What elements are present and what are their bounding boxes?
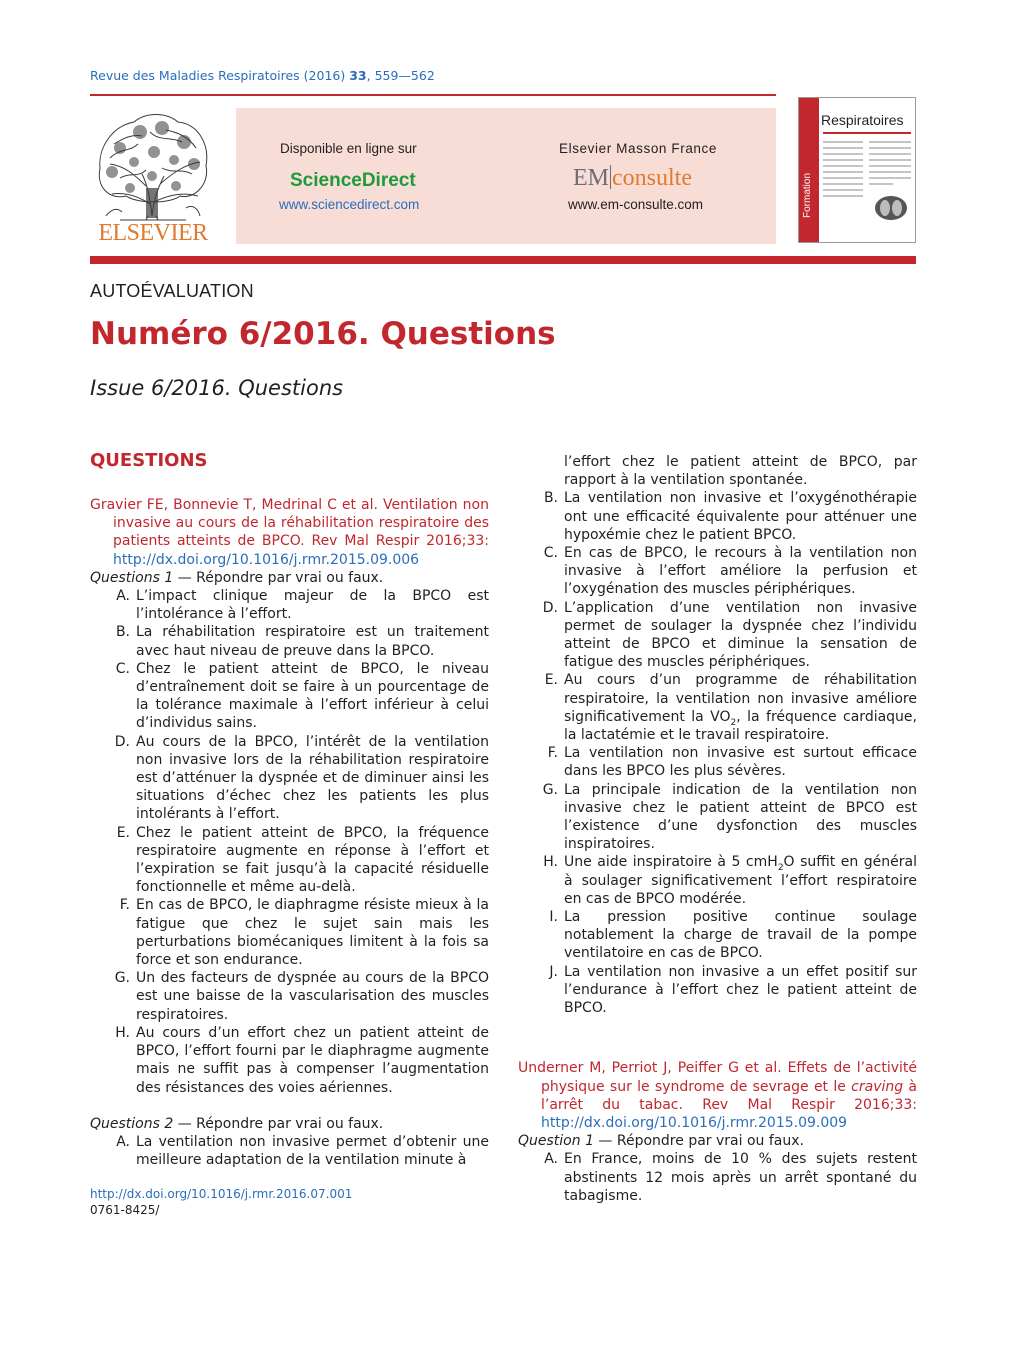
list-item [518, 489, 917, 544]
item-text: Une aide inspiratoire à 5 cmH [564, 854, 778, 871]
list-item [518, 853, 917, 908]
left-column [90, 450, 489, 1169]
item-text: Chez le patient atteint de BPCO, le niveau d’entraînement doit se faire à un pourcentage de la tolérance maximale à l’effort inférieur à celui d’individus sains. [136, 660, 489, 732]
item-text: La ventilation non invasive et l’oxygénothérapie ont une efficacité équivalente pour atténuer une hypoxémie chez le patient BPCO. [564, 490, 917, 543]
item-letter: A. [116, 1133, 130, 1150]
item-text: En cas de BPCO, le recours à la ventilation non invasive à l’effort améliore la perfusion et l’oxygénation des muscles périphériques. [564, 545, 917, 598]
item-text: , la fréquence cardiaque, la lactatémie et le travail respiratoire. [564, 708, 917, 744]
question-2-item-h [518, 853, 917, 908]
question-2-item-e [518, 671, 917, 744]
item-letter: F. [119, 897, 130, 914]
item-text: l’effort chez le patient atteint de BPCO, par rapport à la ventilation spontanée. [564, 454, 917, 489]
question-2-label: Questions 2 [90, 1115, 174, 1132]
reference-2 [518, 1059, 917, 1132]
list-item [90, 824, 489, 897]
article-subtitle: Issue 6/2016. Questions [90, 376, 344, 400]
item-letter: C. [543, 545, 558, 562]
item-letter: I. [549, 909, 558, 926]
questions-heading: QUESTIONS [90, 450, 208, 471]
question-2-prompt [90, 1115, 489, 1133]
header-divider [90, 256, 916, 264]
item-letter: H. [115, 1024, 130, 1041]
item-text: La ventilation non invasive est surtout efficace dans les BPCO les plus sévères. [564, 745, 917, 780]
reference-1-text: Gravier FE, Bonnevie T, Medrinal C et al. Ventilation non invasive au cours de la réhabilitation respiratoire des patients atteints de BPCO. Rev Mal Respir 2016;33: [90, 497, 489, 550]
question-2-instruction: — Répondre par vrai ou faux. [173, 1115, 384, 1132]
question-1b-items [518, 1150, 917, 1205]
cover-title: Respiratoires [821, 112, 904, 128]
item-text: Au cours d’un effort chez un patient atteint de BPCO, l’effort fourni par le diaphragme augmente mais ne suffit pas à compenser l’augmentation des résistances des voies aériennes. [136, 1024, 489, 1096]
item-letter: E. [544, 672, 558, 689]
issn: 0761-8425/ [90, 1203, 160, 1217]
item-letter: E. [116, 824, 130, 841]
list-item [518, 453, 917, 489]
list-item [90, 1133, 489, 1169]
journal-name: Revue des Maladies Respiratoires (2016) [90, 68, 346, 83]
sciencedirect-logo[interactable]: ScienceDirect [290, 170, 416, 191]
question-2-items-i-j [518, 908, 917, 1017]
journal-volume: 33 [349, 68, 367, 83]
logo-divider [610, 165, 611, 189]
question-1-label: Questions 1 [90, 569, 174, 586]
reference-2-text: Underner M, Perriot J, Peiffer G et al. Effets de l’activité physique sur le syndrome de sevrage et le [518, 1060, 917, 1095]
list-item [518, 744, 917, 780]
item-letter: B. [543, 490, 558, 507]
item-text: En France, moins de 10 % des sujets restent abstinents 12 mois après un arrêt spontané du tabagisme. [564, 1151, 917, 1204]
list-item [518, 908, 917, 963]
list-item [90, 587, 489, 623]
journal-pages: , 559—562 [366, 68, 435, 83]
cover-section: Formation [802, 172, 813, 218]
article-title: Numéro 6/2016. Questions [90, 316, 556, 352]
emconsulte-rest: consulte [612, 165, 692, 191]
item-letter: A. [544, 1151, 558, 1168]
spacer [518, 1017, 917, 1059]
list-item [90, 1024, 489, 1097]
item-text: L’impact clinique majeur de la BPCO est l’intolérance à l’effort. [136, 588, 489, 623]
question-2-items-left [90, 1133, 489, 1169]
available-online-label: Disponible en ligne sur [280, 141, 417, 156]
item-letter: B. [115, 624, 130, 641]
list-item [90, 733, 489, 824]
right-column [518, 453, 917, 1205]
cover-red-band [799, 98, 819, 243]
question-2-items-f-g [518, 744, 917, 853]
list-item [518, 963, 917, 1018]
list-item [90, 969, 489, 1024]
list-item [90, 896, 489, 969]
item-text: Un des facteurs de dyspnée au cours de la BPCO est une baisse de la vascularisation des muscles respiratoires. [136, 970, 489, 1023]
item-text: La ventilation non invasive a un effet positif sur l’endurance à l’effort chez le patient atteint de BPCO. [564, 963, 917, 1017]
item-text: O suffit en général à soulager significativement l’effort respiratoire en cas de BPCO modérée. [564, 854, 917, 907]
reference-2-italic: craving [851, 1078, 904, 1095]
publisher-france-label: Elsevier Masson France [559, 141, 718, 156]
item-letter: G. [542, 781, 558, 798]
item-text: La réhabilitation respiratoire est un traitement avec haut niveau de preuve dans la BPCO. [136, 624, 489, 659]
question-1b-label: Question 1 [518, 1133, 594, 1150]
item-text: Au cours d’un programme de réhabilitation respiratoire, la ventilation non invasive améliore significativement la VO [564, 672, 917, 725]
journal-cover[interactable] [798, 97, 916, 243]
subscript: 2 [777, 863, 784, 874]
question-1-instruction: — Répondre par vrai ou faux. [173, 569, 384, 586]
spacer [90, 1097, 489, 1115]
item-text: En cas de BPCO, le diaphragme résiste mieux à la fatigue que chez le sujet sain mais les perturbations biomécaniques limitent à la fois sa force et son endurance. [136, 897, 489, 969]
list-item [518, 781, 917, 854]
list-item [518, 599, 917, 672]
subscript: 2 [730, 717, 737, 728]
item-letter: C. [115, 660, 130, 677]
cover-rule [823, 132, 911, 134]
item-text: L’application d’une ventilation non invasive permet de soulager la dyspnée chez l’individu atteint de BPCO et diminue la sensation de fatigue des muscles périphériques. [564, 599, 917, 671]
item-letter: H. [543, 854, 558, 871]
question-1b-instruction: — Répondre par vrai ou faux. [593, 1133, 804, 1150]
emconsulte-em: EM [573, 165, 609, 191]
reference-1 [90, 496, 489, 569]
emconsulte-link[interactable]: www.em-consulte.com [568, 197, 704, 212]
question-2-items-b-d [518, 489, 917, 671]
item-text: La pression positive continue soulage notablement la charge de travail de la pompe ventilatoire en cas de BPCO. [564, 909, 917, 962]
section-tag: AUTOÉVALUATION [90, 281, 254, 301]
list-item [518, 671, 917, 744]
elsevier-wordmark: ELSEVIER [98, 220, 208, 246]
item-text: Chez le patient atteint de BPCO, la fréquence respiratoire augmente en réponse à l’effort et l’expiration se fait jusqu’à la capacité résiduelle fonctionnelle et même au-delà. [136, 824, 489, 896]
list-item [518, 544, 917, 599]
journal-reference[interactable] [90, 68, 435, 83]
list-item [90, 623, 489, 659]
elsevier-logo [90, 108, 216, 244]
item-letter: J. [549, 963, 558, 980]
sciencedirect-link[interactable]: www.sciencedirect.com [279, 197, 420, 212]
article-doi-link[interactable]: http://dx.doi.org/10.1016/j.rmr.2016.07.001 [90, 1187, 353, 1201]
question-2-items-right [518, 453, 917, 489]
reference-2-link[interactable]: http://dx.doi.org/10.1016/j.rmr.2015.09.009 [541, 1114, 848, 1131]
item-text: Au cours de la BPCO, l’intérêt de la ventilation non invasive lors de la réhabilitation respiratoire est d’atténuer la dyspnée et de diminuer ainsi les situations d’échec chez les patients les plus intolérants à l’effort. [136, 733, 489, 823]
item-letter: D. [114, 733, 130, 750]
list-item [90, 660, 489, 733]
item-letter: D. [542, 599, 558, 616]
question-1-prompt [90, 569, 489, 587]
question-1b-prompt [518, 1132, 917, 1150]
emconsulte-logo[interactable] [573, 165, 692, 192]
question-1-items [90, 587, 489, 1097]
top-divider [90, 94, 776, 96]
item-letter: F. [547, 745, 558, 762]
item-text: La ventilation non invasive permet d’obtenir une meilleure adaptation de la ventilation minute à [136, 1133, 489, 1169]
item-text: La principale indication de la ventilation non invasive chez le patient atteint de BPCO est l’existence d’une dysfonction des muscles inspiratoires. [564, 781, 917, 853]
list-item [518, 1150, 917, 1205]
item-letter: G. [114, 970, 130, 987]
cover-text-lines-icon [823, 138, 913, 238]
reference-2-text-end: à l’arrêt du tabac. Rev Mal Respir 2016;33: [541, 1078, 918, 1113]
reference-1-link[interactable]: http://dx.doi.org/10.1016/j.rmr.2015.09.006 [113, 551, 420, 568]
item-letter: A. [116, 588, 130, 605]
